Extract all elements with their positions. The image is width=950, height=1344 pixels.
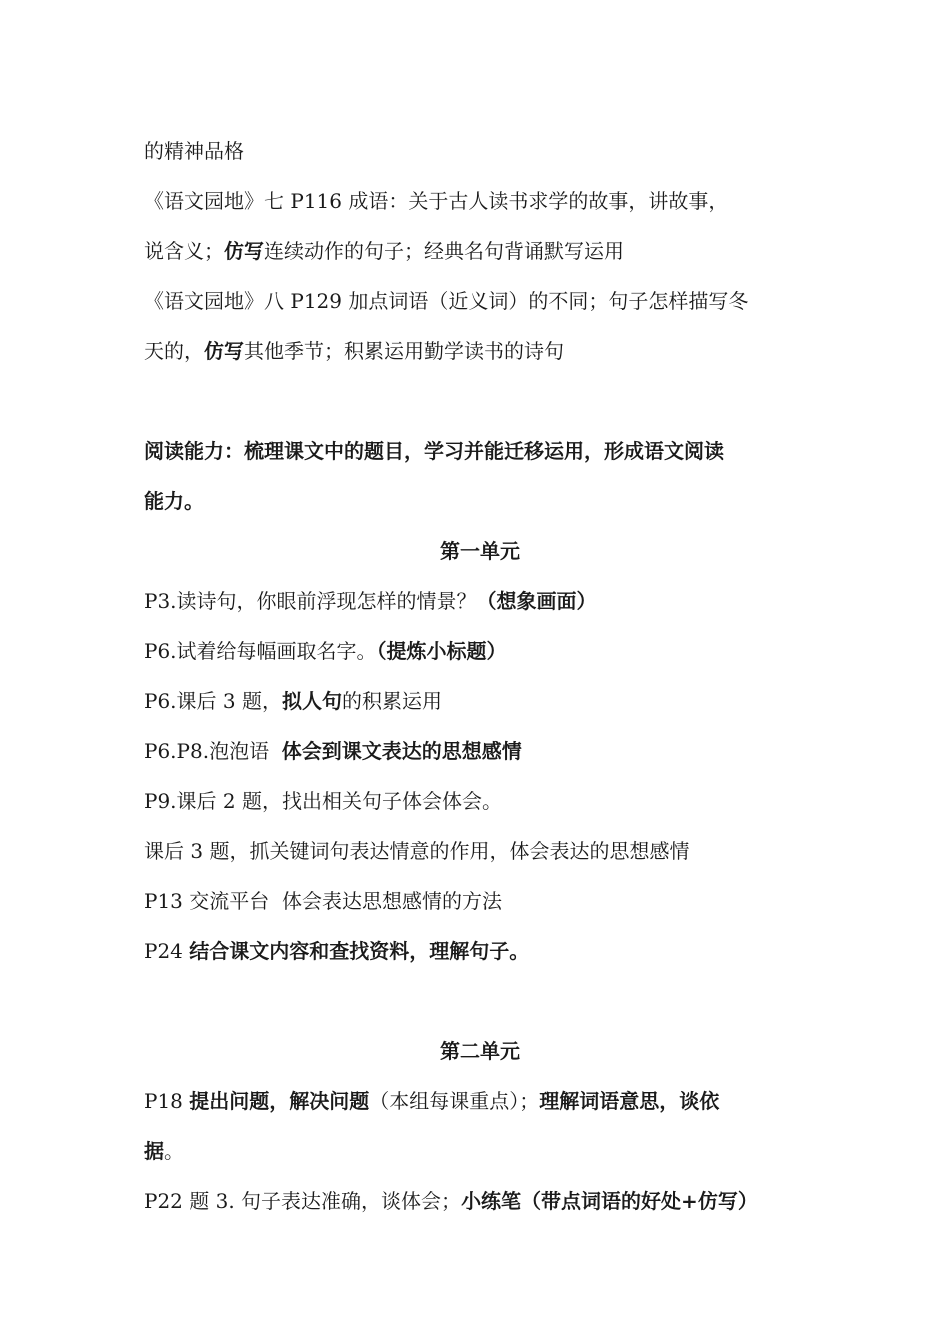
bold-text: 据 [144,1139,164,1163]
bold-text: （想象画面） [476,589,597,613]
text-line [144,1126,816,1176]
text-line [144,576,816,626]
text-line [144,176,816,226]
line-text: 连续动作的句子；经典名句背诵默写运用 [264,239,624,263]
blank-line [144,376,816,426]
text-line [144,326,816,376]
bold-text: 提出问题，解决问题 [189,1089,370,1113]
line-text: P24 [144,939,190,963]
line-text: 。 [164,1139,184,1163]
text-line [144,876,816,926]
line-text: P3.读诗句，你眼前浮现怎样的情景？ [144,589,477,613]
text-line [144,126,816,176]
text-line [144,226,816,276]
blank-line [144,976,816,1026]
text-line [144,1076,816,1126]
bold-text: 理解词语意思，谈依 [539,1089,720,1113]
section-heading [144,426,816,476]
text-line [144,826,816,876]
text-line [144,1176,816,1226]
unit-title-text: 第二单元 [440,1039,520,1063]
text-line [144,776,816,826]
line-text: P22 题 3. 句子表达准确，谈体会； [144,1189,462,1213]
line-text: 的精神品格 [144,139,244,163]
line-text: P6.P8.泡泡语 [144,739,282,763]
bold-text: 小练笔（带点词语的好处+仿写） [461,1189,758,1213]
bold-text: （提炼小标题） [376,639,507,663]
line-text: 课后 3 题，抓关键词句表达情意的作用，体会表达的思想感情 [144,839,690,863]
bold-text: 仿写 [204,339,244,363]
unit-title-text: 第一单元 [440,539,520,563]
document-page [144,126,816,1226]
text-line [144,926,816,976]
unit-title [144,526,816,576]
line-text: P6.试着给每幅画取名字。 [144,639,377,663]
bold-text: 结合课文内容和查找资料，理解句子。 [189,939,530,963]
section-heading [144,476,816,526]
text-line [144,626,816,676]
text-line [144,276,816,326]
line-text: P18 [144,1089,190,1113]
heading-text: 能力。 [144,489,204,513]
text-line [144,676,816,726]
text-line [144,726,816,776]
line-text: 其他季节；积累运用勤学读书的诗句 [244,339,564,363]
line-text: P6.课后 3 题， [144,689,282,713]
line-text: 《语文园地》七 P116 成语：关于古人读书求学的故事，讲故事， [144,189,729,213]
unit-title [144,1026,816,1076]
line-text: 天的， [144,339,204,363]
line-text: P13 交流平台 体会表达思想感情的方法 [144,889,502,913]
line-text: （本组每课重点）； [369,1089,540,1113]
line-text: 《语文园地》八 P129 加点词语（近义词）的不同；句子怎样描写冬 [144,289,749,313]
line-text: P9.课后 2 题，找出相关句子体会体会。 [144,789,502,813]
bold-text: 拟人句 [281,689,342,713]
bold-text: 仿写 [224,239,264,263]
heading-text: 阅读能力：梳理课文中的题目，学习并能迁移运用，形成语文阅读 [144,439,724,463]
line-text: 的积累运用 [341,689,442,713]
bold-text: 体会到课文表达的思想感情 [281,739,522,763]
line-text: 说含义； [144,239,224,263]
